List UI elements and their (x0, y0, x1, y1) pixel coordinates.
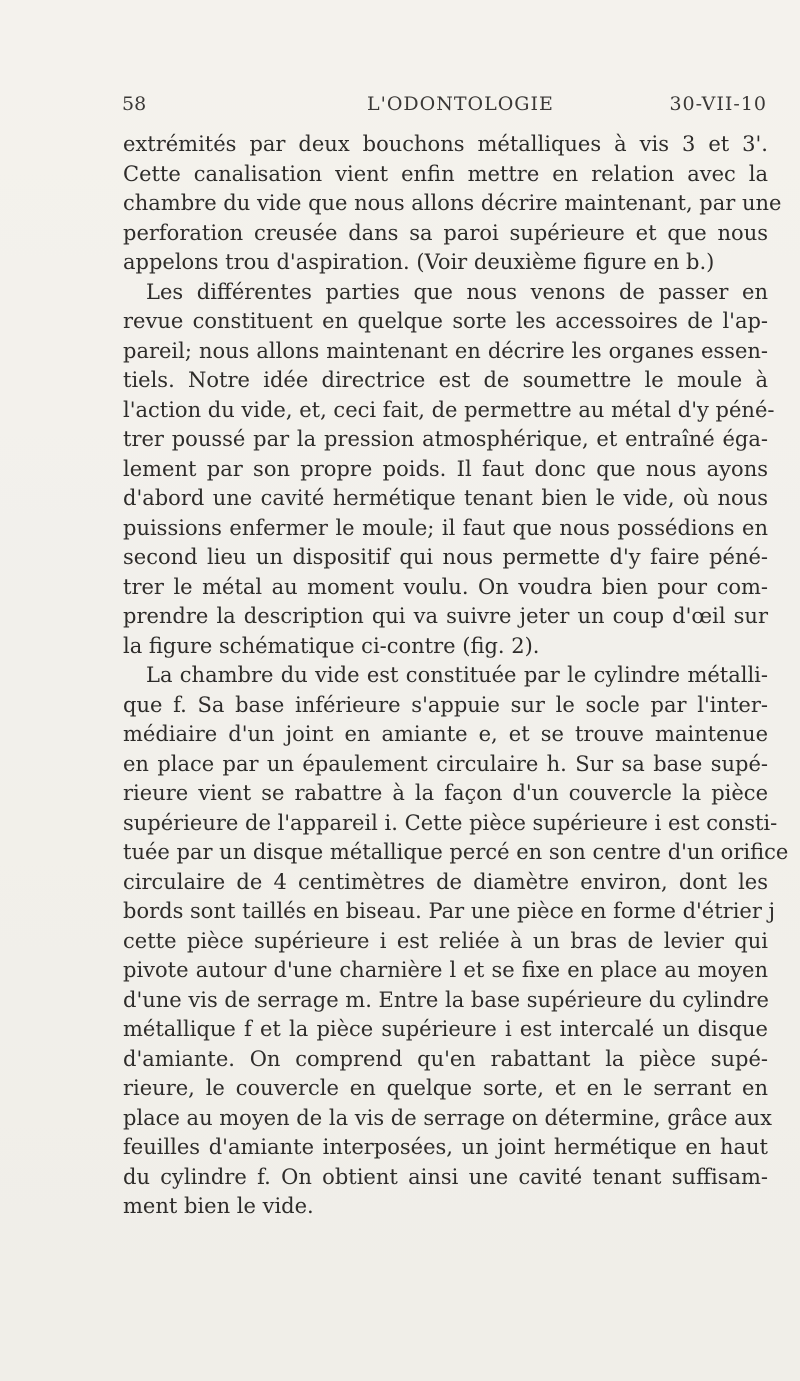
running-title: L'ODONTOLOGIE (367, 93, 554, 115)
text-line: circulaire de 4 centimètres de diamètre environ, dont les (123, 869, 768, 894)
text-line: tiels. Notre idée directrice est de soumettre le moule à (123, 368, 768, 392)
text-line: perforation creusée dans sa paroi supérieure et que nous (123, 220, 768, 245)
text-line: trer poussé par la pression atmosphérique, et entraîné éga- (123, 427, 768, 451)
text-line: cette pièce supérieure i est reliée à un bras de levier qui (123, 928, 768, 953)
text-line: du cylindre f. On obtient ainsi une cavité tenant suffisam- (123, 1164, 768, 1189)
text-line: rieure, le couvercle en quelque sorte, et en le serrant en (123, 1076, 768, 1100)
text-line: l'action du vide, et, ceci fait, de permettre au métal d'y péné- (123, 397, 775, 422)
text-line: en place par un épaulement circulaire h. Sur sa base supé- (123, 751, 768, 776)
text-line: puissions enfermer le moule; il faut que nous possédions en (123, 515, 768, 540)
text-line: bords sont taillés en biseau. Par une pièce en forme d'étrier j (123, 899, 776, 923)
text-line: feuilles d'amiante interposées, un joint hermétique en haut (123, 1135, 768, 1159)
text-line: place au moyen de la vis de serrage on détermine, grâce aux (123, 1105, 773, 1130)
page-number: 58 (122, 93, 147, 115)
text-line: la figure schématique ci-contre (fig. 2). (123, 633, 540, 658)
paragraph-start-line: La chambre du vide est constituée par le cylindre métalli- (146, 663, 768, 687)
text-line: médiaire d'un joint en amiante e, et se trouve maintenue (123, 722, 768, 746)
paragraph-start-line: Les différentes parties que nous venons de passer en (146, 279, 768, 304)
text-line: lement par son propre poids. Il faut donc que nous ayons (123, 456, 768, 481)
text-line: d'amiante. On comprend qu'en rabattant la pièce supé- (123, 1046, 768, 1071)
text-line: second lieu un dispositif qui nous permette d'y faire péné- (123, 545, 768, 569)
text-line: pivote autour d'une charnière l et se fixe en place au moyen (123, 958, 768, 982)
text-line: métallique f et la pièce supérieure i est intercalé un disque (123, 1017, 768, 1041)
text-line: rieure vient se rabattre à la façon d'un couvercle la pièce (123, 781, 768, 805)
text-line: appelons trou d'aspiration. (Voir deuxième figure en b.) (123, 250, 715, 274)
text-line: prendre la description qui va suivre jeter un coup d'œil sur (123, 604, 768, 628)
body-text (123, 130, 789, 1222)
text-line: trer le métal au moment voulu. On voudra bien pour com- (123, 574, 768, 599)
text-line: ment bien le vide. (123, 1194, 314, 1218)
text-line: d'une vis de serrage m. Entre la base supérieure du cylindre (123, 987, 769, 1012)
text-line: d'abord une cavité hermétique tenant bien le vide, où nous (123, 486, 768, 510)
text-line: Cette canalisation vient enfin mettre en relation avec la (123, 161, 768, 186)
text-line: supérieure de l'appareil i. Cette pièce supérieure i est consti- (123, 810, 778, 835)
issue-date: 30-VII-10 (669, 93, 767, 115)
text-line: chambre du vide que nous allons décrire maintenant, par une (123, 191, 782, 215)
text-line: pareil; nous allons maintenant en décrire les organes essen- (123, 338, 768, 363)
running-header (122, 93, 767, 121)
text-line: extrémités par deux bouchons métalliques à vis 3 et 3'. (123, 132, 768, 156)
text-line: revue constituent en quelque sorte les accessoires de l'ap- (123, 309, 768, 333)
text-line: tuée par un disque métallique percé en son centre d'un orifice (123, 840, 789, 864)
text-line: que f. Sa base inférieure s'appuie sur le socle par l'inter- (123, 692, 768, 717)
